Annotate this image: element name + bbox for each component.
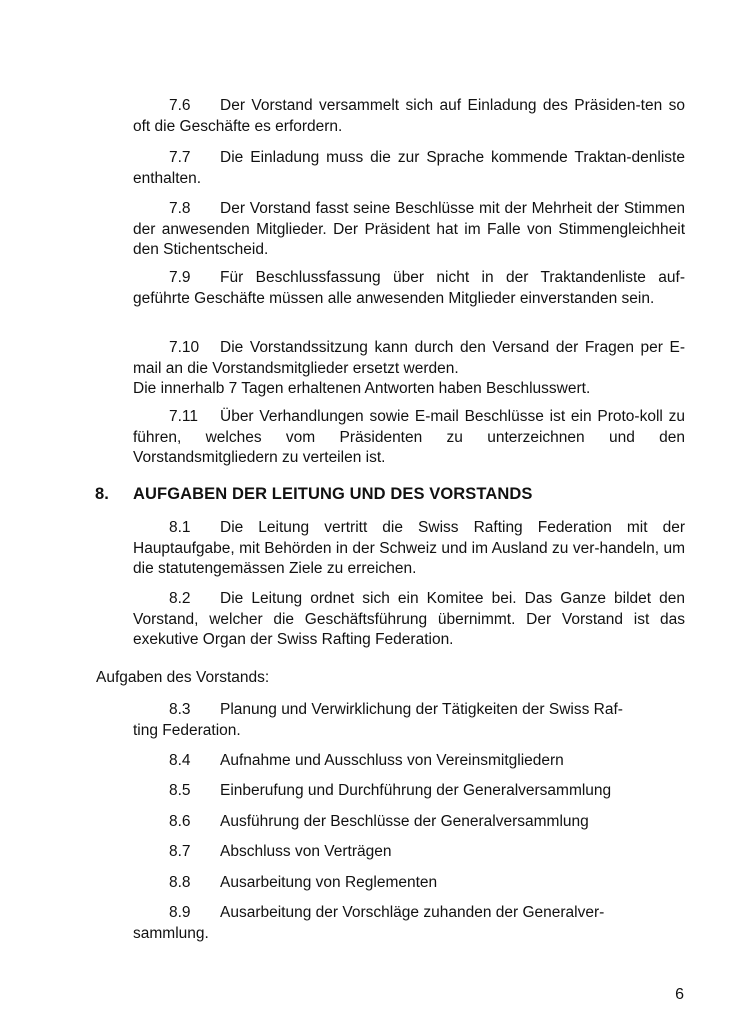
paragraph-text: Der Vorstand versammelt sich auf Einladung des Präsiden-ten so oft die Geschäfte es erfordern. [133, 97, 685, 135]
paragraph-7-8 [133, 199, 685, 261]
paragraph-text: Der Vorstand fasst seine Beschlüsse mit der Mehrheit der Stimmen der anwesenden Mitglieder. Der Präsident hat im Falle von Stimmengleichheit den Stichentscheid. [133, 200, 685, 259]
task-text: Abschluss von Verträgen [220, 843, 392, 860]
paragraph-text: Die Leitung vertritt die Swiss Rafting Federation mit der Hauptaufgabe, mit Behörden in der Schweiz und im Ausland zu ver-handeln, um die statutengemässen Ziele zu erreichen. [133, 519, 685, 578]
paragraph-text: Die Leitung ordnet sich ein Komitee bei. Das Ganze bildet den Vorstand, welcher die Geschäftsführung übernimmt. Der Vorstand ist das exekutive Organ der Swiss Rafting Federation. [133, 590, 685, 649]
task-number: 8.9 [169, 904, 191, 921]
paragraph-number: 8.1 [169, 519, 191, 536]
task-item-8-8 [169, 873, 685, 894]
task-number: 8.3 [169, 701, 191, 718]
paragraph-text: Die Einladung muss die zur Sprache kommende Traktan-denliste enthalten. [133, 149, 685, 187]
task-item-8-5 [169, 781, 685, 802]
section-heading [95, 485, 533, 504]
paragraph-text: Für Beschlussfassung über nicht in der Traktandenliste auf-geführte Geschäfte müssen alle anwesenden Mitglieder einverstanden sein. [133, 269, 685, 307]
paragraph-7-6 [133, 96, 685, 137]
task-item-8-7 [169, 842, 685, 863]
task-item-8-6 [169, 812, 685, 833]
section-heading-number: 8. [95, 485, 109, 503]
task-number: 8.4 [169, 752, 191, 769]
task-number: 8.6 [169, 813, 191, 830]
paragraph-number: 7.9 [169, 269, 191, 286]
task-text: Ausarbeitung der Vorschläge zuhanden der Generalver- [220, 904, 605, 921]
paragraph-number: 7.7 [169, 149, 191, 166]
task-number: 8.8 [169, 874, 191, 891]
section-heading-text: AUFGABEN DER LEITUNG UND DES VORSTANDS [133, 485, 533, 503]
task-number: 8.7 [169, 843, 191, 860]
paragraph-7-10 [133, 338, 685, 400]
page-number: 6 [675, 986, 684, 1003]
paragraph-number: 7.6 [169, 97, 191, 114]
task-text: Einberufung und Durchführung der Generalversammlung [220, 782, 612, 799]
task-item-8-3 [169, 700, 685, 721]
task-text: Ausführung der Beschlüsse der Generalversammlung [220, 813, 589, 830]
task-item-8-9-continued: sammlung. [133, 925, 209, 942]
task-item-8-9 [169, 903, 685, 924]
task-text: Aufnahme und Ausschluss von Vereinsmitgliedern [220, 752, 564, 769]
task-text: Planung und Verwirklichung der Tätigkeiten der Swiss Raf- [220, 701, 623, 718]
paragraph-number: 7.10 [169, 339, 200, 356]
task-item-8-4 [169, 751, 685, 772]
paragraph-8-2 [133, 589, 685, 651]
paragraph-number: 7.8 [169, 200, 191, 217]
paragraph-7-7 [133, 148, 685, 189]
paragraph-8-1 [133, 518, 685, 580]
task-item-8-3-continued: ting Federation. [133, 722, 241, 739]
paragraph-number: 7.11 [169, 408, 199, 425]
tasks-label: Aufgaben des Vorstands: [96, 669, 270, 686]
task-text: Ausarbeitung von Reglementen [220, 874, 438, 891]
paragraph-text: Über Verhandlungen sowie E-mail Beschlüsse ist ein Proto-koll zu führen, welches vom Präsidenten zu unterzeichnen und den Vorstandsmitgliedern zu verteilen ist. [133, 408, 685, 467]
paragraph-number: 8.2 [169, 590, 191, 607]
task-number: 8.5 [169, 782, 191, 799]
paragraph-text: Die Vorstandssitzung kann durch den Versand der Fragen per E-mail an die Vorstandsmitglieder ersetzt werden. [133, 339, 685, 377]
paragraph-7-11 [133, 407, 685, 469]
paragraph-text-continued: Die innerhalb 7 Tagen erhaltenen Antworten haben Beschlusswert. [133, 380, 591, 398]
paragraph-7-9 [133, 268, 685, 309]
